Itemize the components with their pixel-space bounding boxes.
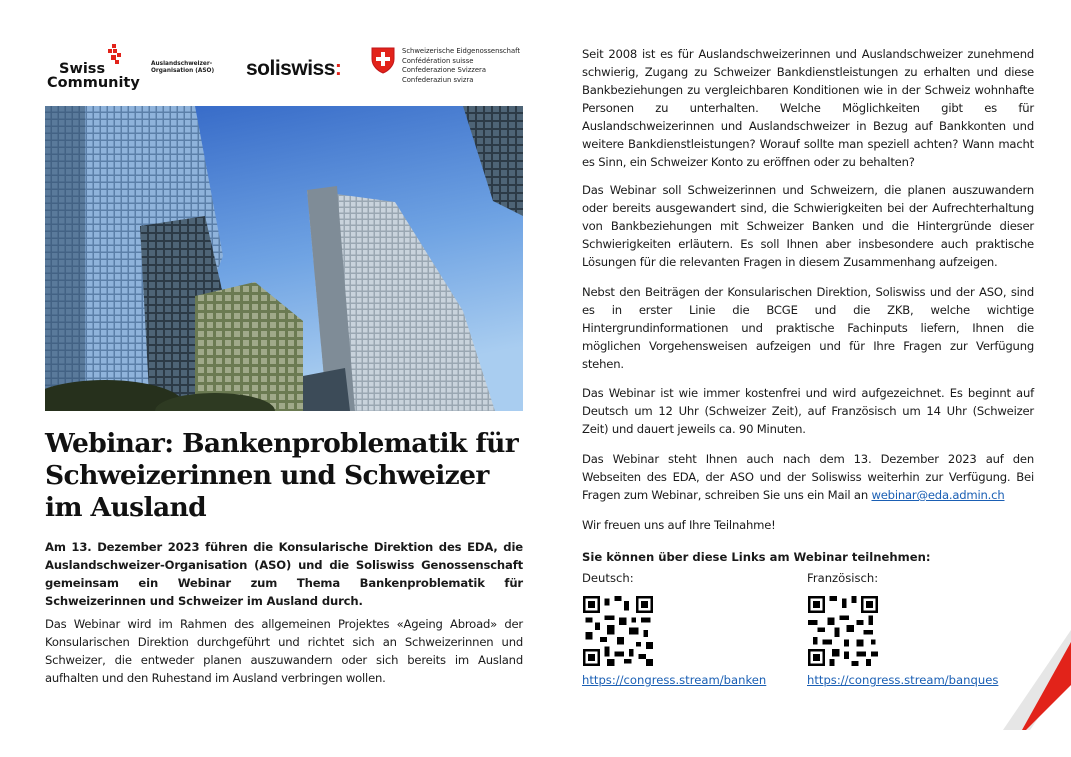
body-paragraph-4: Das Webinar ist wie immer kostenfrei und wird aufgezeichnet. Es beginnt auf Deutsch um 12 Uhr (Schweizer Zeit), auf Französisch um 14 Uhr (Schweizer Zeit) und dauert jeweils ca. 90 Minuten. <box>582 386 1034 436</box>
lead-paragraph: Am 13. Dezember 2023 führen die Konsularische Direktion des EDA, die Auslandschweizer-Organisation (ASO) und die Soliswiss Genossenschaft gemeinsam ein Webinar zum Thema Bankenproblematik für Schweizerinnen und Schweizer im Ausland durch. <box>45 540 523 608</box>
german-stream-link[interactable]: https://congress.stream/banken <box>582 673 767 687</box>
skyscrapers-photo <box>45 106 523 411</box>
links-heading: Sie können über diese Links am Webinar teilnehmen: <box>582 550 931 564</box>
soliswiss-logo-mark: : <box>334 57 342 80</box>
body-paragraph-3: Nebst den Beiträgen der Konsularischen Direktion, Soliswiss und der ASO, sind es in erster Linie die BCGE und die ZKB, welche wichtige Hintergrundinformationen und praktische Fachinputs liefern, Ihnen die möglichen Vorgehensweisen aufzeigen und für Ihre Fragen zur Verfügung stehen. <box>582 285 1034 371</box>
intro-paragraph: Das Webinar wird im Rahmen des allgemeinen Projektes «Ageing Abroad» der Konsularischen Direktion durchgeführt und richtet sich an Schweizerinnen und Schweizer, die entweder planen auszuwandern oder sich bereits im Ausland aufhalten und den Ruhestand im Ausland verbringen wollen. <box>45 617 523 685</box>
body-paragraph-5 <box>582 450 1034 504</box>
swiss-community-logo <box>47 44 142 92</box>
body-paragraph-2: Das Webinar soll Schweizerinnen und Schweizern, die planen auszuwandern oder bereits ausgewandert sind, die Schwierigkeiten bei der Aufrechterhaltung von Bankbeziehungen mit Schweizer Banken und die Hintergründe dieser Schwierigkeiten erläutern. Es soll Ihnen aber insbesondere auch praktische Lösungen für die relevanten Fragen in diesem Zusammenhang aufzeigen. <box>582 183 1034 269</box>
swiss-shield-icon <box>371 47 395 74</box>
qr-code-french-icon[interactable] <box>808 596 878 666</box>
qr-code-german-icon[interactable] <box>583 596 653 666</box>
swiss-community-mark-icon <box>107 44 121 66</box>
aso-logo-line-1: Auslandschweizer- <box>151 61 213 67</box>
swiss-community-word-1: Swiss <box>59 61 106 77</box>
confederation-name-it: Confederazione Svizzera <box>402 66 487 75</box>
body-paragraph-1: Seit 2008 ist es für Auslandschweizerinnen und Auslandschweizer zunehmend schwierig, Zugang zu Schweizer Bankdienstleistungen zu erhalten und diese Bankbeziehungen zu vergleichbaren Konditionen wie in der Schweiz wohnhafte Personen zu unterhalten. Welche Möglichkeiten gibt es für Auslandschweizerinnen und Auslandschweizer in Bezug auf Bankkonten und weitere Bankdienstleistungen? Worauf sollte man speziell achten? Wann macht es Sinn, ein Schweizer Konto zu eröffnen oder zu behalten? <box>582 47 1034 169</box>
closing-line: Wir freuen uns auf Ihre Teilnahme! <box>582 518 776 532</box>
soliswiss-logo-text: soliswiss <box>246 57 335 80</box>
body-paragraph-5-text: Das Webinar steht Ihnen auch nach dem 13. Dezember 2023 auf den Webseiten des EDA, der ASO und der Soliswiss weiterhin zur Verfügung. Bei Fragen zum Webinar, schreiben Sie uns ein Mail an <box>582 452 1034 502</box>
french-stream-link[interactable]: https://congress.stream/banques <box>807 673 999 687</box>
aso-logo <box>151 61 231 75</box>
german-label: Deutsch: <box>582 571 634 585</box>
swiss-confederation-logo <box>371 47 536 95</box>
confederation-name-rm: Confederaziun svizra <box>402 75 474 84</box>
french-label: Französisch: <box>807 571 879 585</box>
swiss-community-word-2: Community <box>47 75 140 91</box>
contact-email-link[interactable]: webinar@eda.admin.ch <box>871 488 1005 502</box>
red-corner-decoration-icon <box>1000 630 1071 757</box>
confederation-name-fr: Confédération suisse <box>402 56 474 65</box>
page-title: Webinar: Bankenproblematik für Schweizerinnen und Schweizer im Ausland <box>45 428 519 523</box>
aso-logo-line-2: Organisation (ASO) <box>151 68 215 74</box>
soliswiss-logo <box>246 57 341 81</box>
confederation-name-de: Schweizerische Eidgenossenschaft <box>402 47 521 55</box>
confederation-names <box>402 47 520 85</box>
